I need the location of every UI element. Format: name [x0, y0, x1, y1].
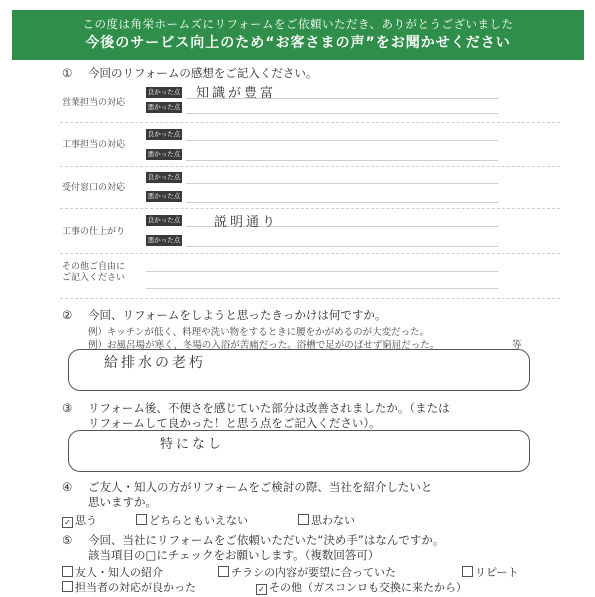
row-label-other [62, 262, 125, 284]
good-point-tag: 良かった点 [147, 88, 181, 96]
row-label-finish: 工事の仕上がり [62, 227, 126, 237]
question-2 [62, 308, 386, 323]
answer-line [146, 271, 498, 272]
question-4-number: ④ [62, 480, 73, 494]
question-2-example-suffix: 等 [512, 340, 522, 351]
option-label: 担当者の対応が良かった [75, 581, 196, 594]
answer-line [186, 160, 498, 161]
question-1 [62, 66, 317, 81]
row-divider [60, 208, 560, 209]
question-4-line-1 [62, 480, 432, 495]
question-1-number: ① [62, 66, 73, 80]
answer-line [186, 246, 498, 247]
good-point-tag: 良かった点 [147, 173, 181, 181]
question-5-number: ⑤ [62, 533, 73, 547]
option-staff-response[interactable] [62, 579, 196, 595]
option-neither[interactable] [136, 512, 248, 528]
banner-line-1: この度は角栄ホームズにリフォームをご依頼いただき、ありがとうございました [82, 17, 514, 31]
good-point-tag: 良かった点 [147, 216, 181, 224]
option-label: 思う [75, 514, 97, 527]
bad-point-tag: 悪かった点 [147, 103, 181, 111]
option-repeat[interactable] [462, 564, 519, 580]
row-label-reception: 受付窓口の対応 [62, 183, 126, 193]
question-3-text-1: リフォーム後、不便さを感じていた部分は改善されましたか。（または [88, 401, 450, 415]
question-2-number: ② [62, 308, 73, 322]
answer-line [186, 202, 498, 203]
other-label-line-2: ご記入ください [62, 273, 126, 283]
row-divider [60, 253, 560, 254]
checkbox[interactable] [462, 566, 473, 577]
bad-point-tag: 悪かった点 [147, 236, 181, 244]
handwritten-answer-q2: 給排水の老朽 [104, 355, 206, 371]
question-2-example-1: 例）キッチンが低く、料理や洗い物をするときに腰をかがめるのが大変だった。 [88, 327, 430, 338]
option-dont-think[interactable] [298, 512, 355, 528]
option-label: 友人・知人の紹介 [75, 566, 163, 579]
handwritten-answer-finish-good: 説明通り [214, 215, 279, 230]
header-banner [12, 10, 584, 60]
option-label: どちらともいえない [149, 514, 248, 527]
question-5-text-2: 該当項目の□にチェックをお願いします。（複数回答可） [88, 548, 380, 562]
checkbox[interactable] [62, 581, 73, 592]
question-5-line-1 [62, 533, 444, 548]
option-referral[interactable] [62, 564, 163, 580]
answer-line [186, 113, 498, 114]
question-3-answer-box[interactable] [68, 430, 530, 472]
bad-point-tag: 悪かった点 [147, 192, 181, 200]
option-other[interactable] [256, 579, 467, 595]
checkbox[interactable] [62, 566, 73, 577]
option-label: チラシの内容が要望に合っていた [231, 566, 396, 579]
question-5-text-1: 今回、当社にリフォームをご依頼いただいた“決め手”はなんですか。 [88, 533, 445, 547]
row-divider [60, 166, 560, 167]
banner-line-2: 今後のサービス向上のため“お客さまの声”をお聞かせください [85, 35, 511, 51]
row-divider [60, 122, 560, 123]
question-3-line-1 [62, 401, 450, 416]
checkbox[interactable] [298, 514, 309, 525]
row-label-construction: 工事担当の対応 [62, 140, 126, 150]
answer-line [186, 183, 498, 184]
section-divider [60, 298, 560, 299]
question-3-number: ③ [62, 401, 73, 415]
option-flyer[interactable] [218, 564, 396, 580]
option-think-so[interactable] [62, 512, 97, 528]
checkbox-checked[interactable]: ✓ [62, 517, 73, 528]
checkbox[interactable] [136, 514, 147, 525]
question-3-text-2: リフォームして良かった！と思う点をご記入ください）。 [88, 416, 381, 430]
question-4-text-1: ご友人・知人の方がリフォームをご検討の際、当社を紹介したいと [88, 480, 433, 494]
answer-line [146, 288, 498, 289]
question-2-text: 今回、リフォームをしようと思ったきっかけは何ですか。 [88, 308, 387, 322]
handwritten-answer-sales-good: 知識が豊富 [196, 86, 277, 101]
option-label: リピート [475, 566, 519, 579]
checkbox-checked[interactable]: ✓ [256, 584, 267, 595]
option-label: 思わない [311, 514, 355, 527]
handwritten-answer-q3: 特になし [160, 437, 225, 452]
checkbox[interactable] [218, 566, 229, 577]
option-label: その他（ガスコンロも交換に来たから） [269, 581, 467, 594]
bad-point-tag: 悪かった点 [147, 150, 181, 158]
question-2-example-2: 例）お風呂場が寒く、冬場の入浴が苦痛だった。浴槽で足がのばせず窮屈だった。 [88, 340, 440, 351]
row-label-sales: 営業担当の対応 [62, 98, 126, 108]
other-label-line-1: その他ご自由に [62, 262, 126, 272]
good-point-tag: 良かった点 [147, 130, 181, 138]
question-4-text-2: 思いますか。 [88, 495, 157, 509]
question-1-text: 今回のリフォームの感想をご記入ください。 [88, 66, 318, 80]
answer-line [186, 140, 498, 141]
